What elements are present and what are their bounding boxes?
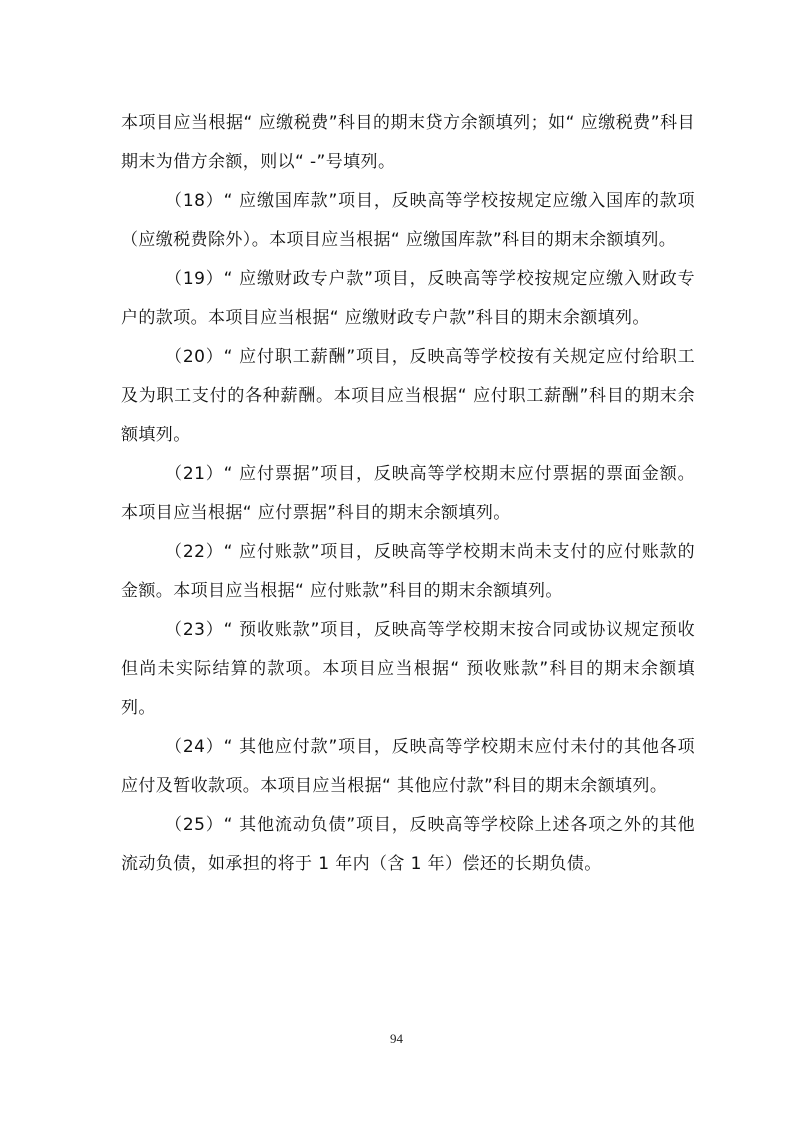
paragraph-item-20: （20）“ 应付职工薪酬”项目，反映高等学校按有关规定应付给职工及为职工支付的各种薪酬。本项目应当根据“ 应付职工薪酬”科目的期末余额填列。 [121,347,695,445]
paragraph-item-22: （22）“ 应付账款”项目，反映高等学校期末尚未支付的应付账款的金额。本项目应当根据“ 应付账款”科目的期末余额填列。 [121,542,695,601]
paragraph-item-24: （24）“ 其他应付款”项目，反映高等学校期末应付未付的其他各项应付及暂收款项。本项目应当根据“ 其他应付款”科目的期末余额填列。 [121,737,695,796]
paragraph-continuation: 本项目应当根据“ 应缴税费”科目的期末贷方余额填列；如“ 应缴税费”科目期末为借方余额，则以“ -”号填列。 [121,113,695,172]
paragraph-item-25: （25）“ 其他流动负债”项目，反映高等学校除上述各项之外的其他流动负债，如承担的将于 1 年内（含 1 年）偿还的长期负债。 [121,815,695,874]
paragraph-item-19: （19）“ 应缴财政专户款”项目，反映高等学校按规定应缴入财政专户的款项。本项目应当根据“ 应缴财政专户款”科目的期末余额填列。 [121,269,695,328]
page-number: 94 [390,1031,403,1046]
paragraph-item-18: （18）“ 应缴国库款”项目，反映高等学校按规定应缴入国库的款项（应缴税费除外）。本项目应当根据“ 应缴国库款”科目的期末余额填列。 [121,191,695,250]
body-text [121,104,695,884]
paragraph-item-21: （21）“ 应付票据”项目，反映高等学校期末应付票据的票面金额。本项目应当根据“ 应付票据”科目的期末余额填列。 [121,464,695,523]
paragraph-item-23: （23）“ 预收账款”项目，反映高等学校期末按合同或协议规定预收但尚未实际结算的款项。本项目应当根据“ 预收账款”科目的期末余额填列。 [121,620,695,718]
